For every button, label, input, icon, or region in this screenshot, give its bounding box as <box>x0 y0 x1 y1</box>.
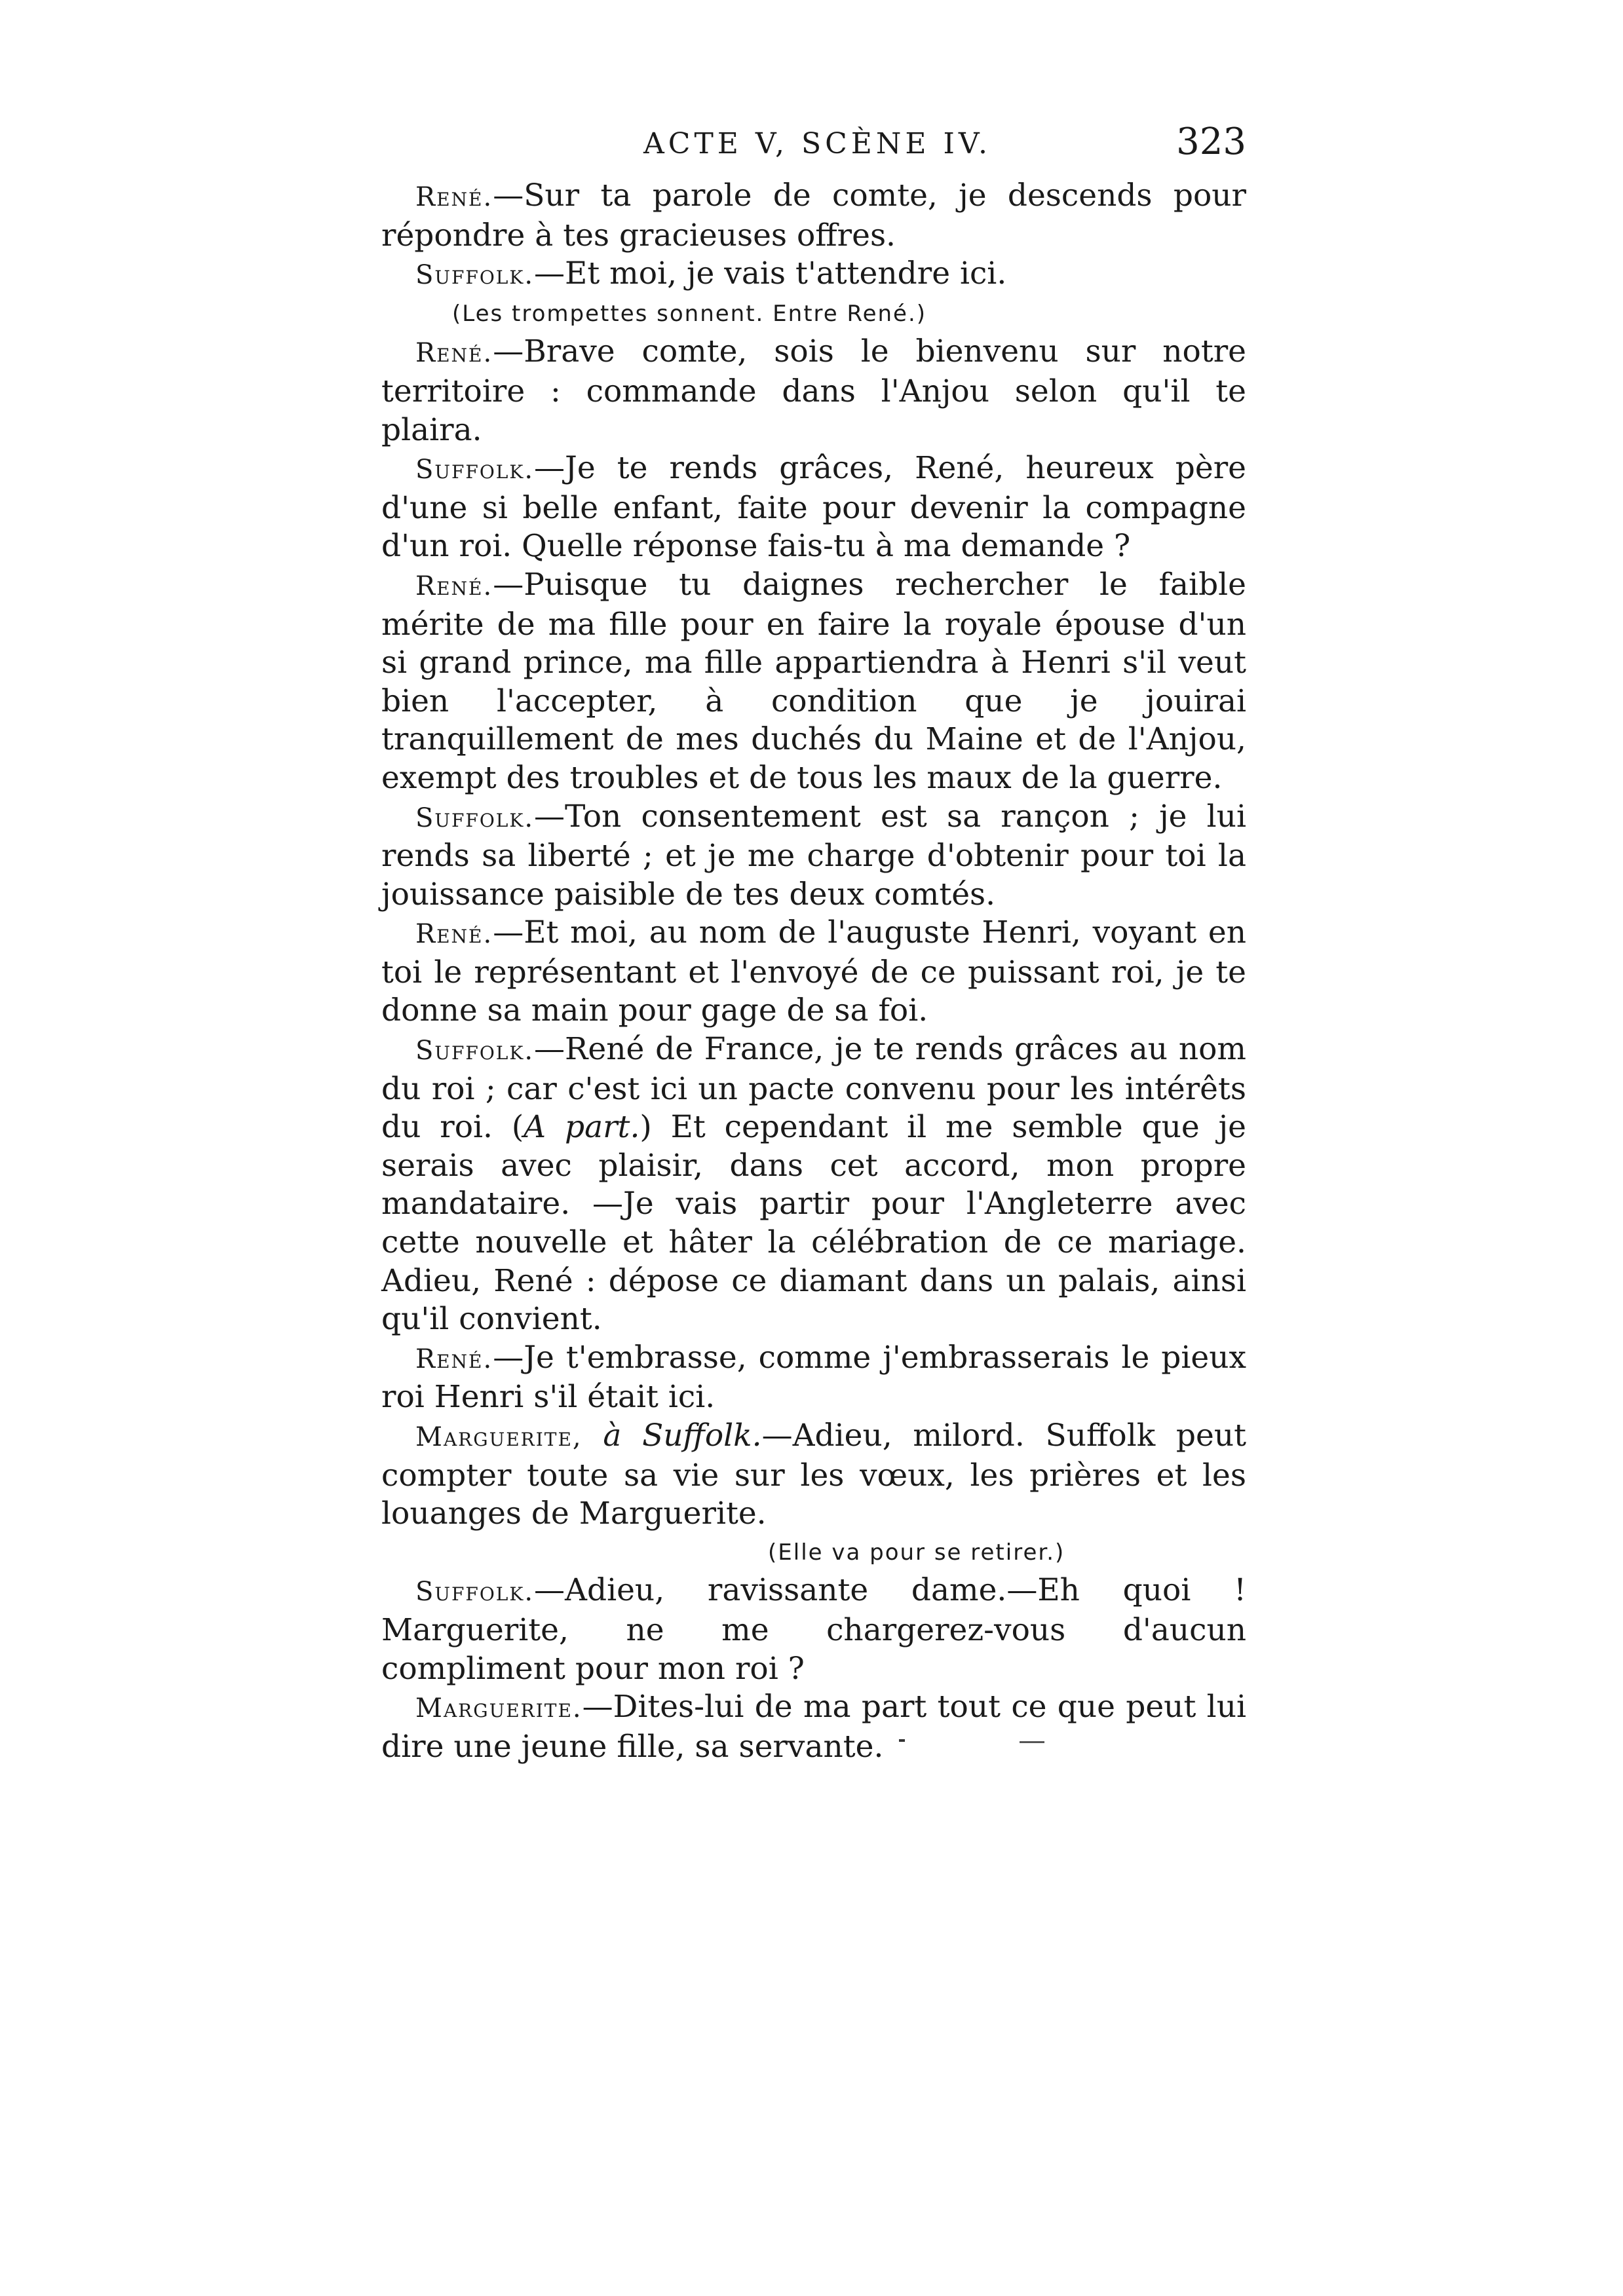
speaker-name: René. <box>415 571 493 601</box>
running-head: ACTE V, SCÈNE IV. <box>643 127 991 160</box>
speaker-name: René. <box>415 919 493 950</box>
speech-text: —Adieu, milord. Suffolk peut compter toute sa vie sur les vœux, les prières et les louanges de Marguerite. <box>381 1418 1246 1532</box>
aside-direction: A part. <box>524 1109 640 1146</box>
speech-suffolk-1 <box>381 255 1246 295</box>
speech-suffolk-5 <box>381 1571 1246 1688</box>
print-speck <box>899 1739 905 1742</box>
speech-suffolk-2 <box>381 449 1246 566</box>
speaker-name: Suffolk. <box>415 1036 535 1066</box>
speech-text: —Je t'embrasse, comme j'embrasserais le pieux roi Henri s'il était ici. <box>381 1339 1246 1416</box>
speech-suffolk-3 <box>381 798 1246 914</box>
speech-rene-1 <box>381 177 1246 255</box>
speaker-name: Marguerite, <box>415 1422 582 1452</box>
speaker-name: Suffolk. <box>415 260 535 291</box>
speech-marguerite-1 <box>381 1417 1246 1534</box>
speech-text: —Et moi, je vais t'attendre ici. <box>534 255 1007 292</box>
speech-text: —Dites-lui de ma part tout ce que peut lui dire une jeune fille, sa servante. <box>381 1689 1246 1765</box>
speech-rene-3 <box>381 566 1246 798</box>
speech-text: —Et moi, au nom de l'auguste Henri, voyant en toi le représentant et l'envoyé de ce puissant roi, je te donne sa main pour gage de sa foi. <box>381 914 1246 1029</box>
speech-text: —Ton consentement est sa rançon ; je lui rends sa liberté ; et je me charge d'obtenir pour toi la jouissance paisible de tes deux comtés. <box>381 798 1246 913</box>
speaker-direction: à Suffolk. <box>603 1418 762 1454</box>
speech-text: —René de France, je te rends grâces au nom du roi ; car c'est ici un pacte convenu pour les intérêts du roi. ( <box>381 1031 1246 1146</box>
speaker-name: René. <box>415 182 493 212</box>
page-body <box>381 177 1246 1766</box>
speech-rene-4 <box>381 914 1246 1030</box>
speech-marguerite-2 <box>381 1688 1246 1766</box>
book-page <box>381 118 1246 1766</box>
speech-text-continued: ) Et cependant il me semble que je serais avec plaisir, dans cet accord, mon propre mandataire. —Je vais partir pour l'Angleterre avec cette nouvelle et hâter la célébration de ce mariage. Adieu, René : dépose ce diamant dans un palais, ainsi qu'il convient. <box>381 1109 1246 1338</box>
speech-text: —Brave comte, sois le bienvenu sur notre territoire : commande dans l'Anjou selon qu'il te plaira. <box>381 333 1246 448</box>
page-number: 323 <box>1176 121 1246 163</box>
print-speck <box>1020 1741 1044 1743</box>
speech-rene-2 <box>381 333 1246 449</box>
speech-rene-5 <box>381 1339 1246 1417</box>
speech-text: —Sur ta parole de comte, je descends pour répondre à tes gracieuses offres. <box>381 178 1246 254</box>
speech-text: —Adieu, ravissante dame.—Eh quoi ! Marguerite, ne me chargerez-vous d'aucun compliment pour mon roi ? <box>381 1572 1246 1687</box>
page-header <box>381 118 1246 177</box>
speaker-name: Marguerite. <box>415 1693 582 1724</box>
speech-text: —Je te rends grâces, René, heureux père d'une si belle enfant, faite pour devenir la compagne d'un roi. Quelle réponse fais-tu à ma demande ? <box>381 450 1246 565</box>
stage-direction-exit: (Elle va pour se retirer.) <box>768 1539 1065 1566</box>
speech-text: —Puisque tu daignes rechercher le faible mérite de ma fille pour en faire la royale épouse d'un si grand prince, ma fille appartiendra à Henri s'il veut bien l'accepter, à condition que je jouirai tranquillement de mes duchés du Maine et de l'Anjou, exempt des troubles et de tous les maux de la guerre. <box>381 566 1246 796</box>
speaker-name: René. <box>415 1344 493 1374</box>
speaker-name: Suffolk. <box>415 802 535 833</box>
speaker-name: Suffolk. <box>415 455 535 485</box>
speech-suffolk-4 <box>381 1030 1246 1339</box>
speaker-name: Suffolk. <box>415 1577 535 1608</box>
stage-direction-trumpets: (Les trompettes sonnent. Entre René.) <box>452 300 927 327</box>
speaker-name: René. <box>415 338 493 369</box>
